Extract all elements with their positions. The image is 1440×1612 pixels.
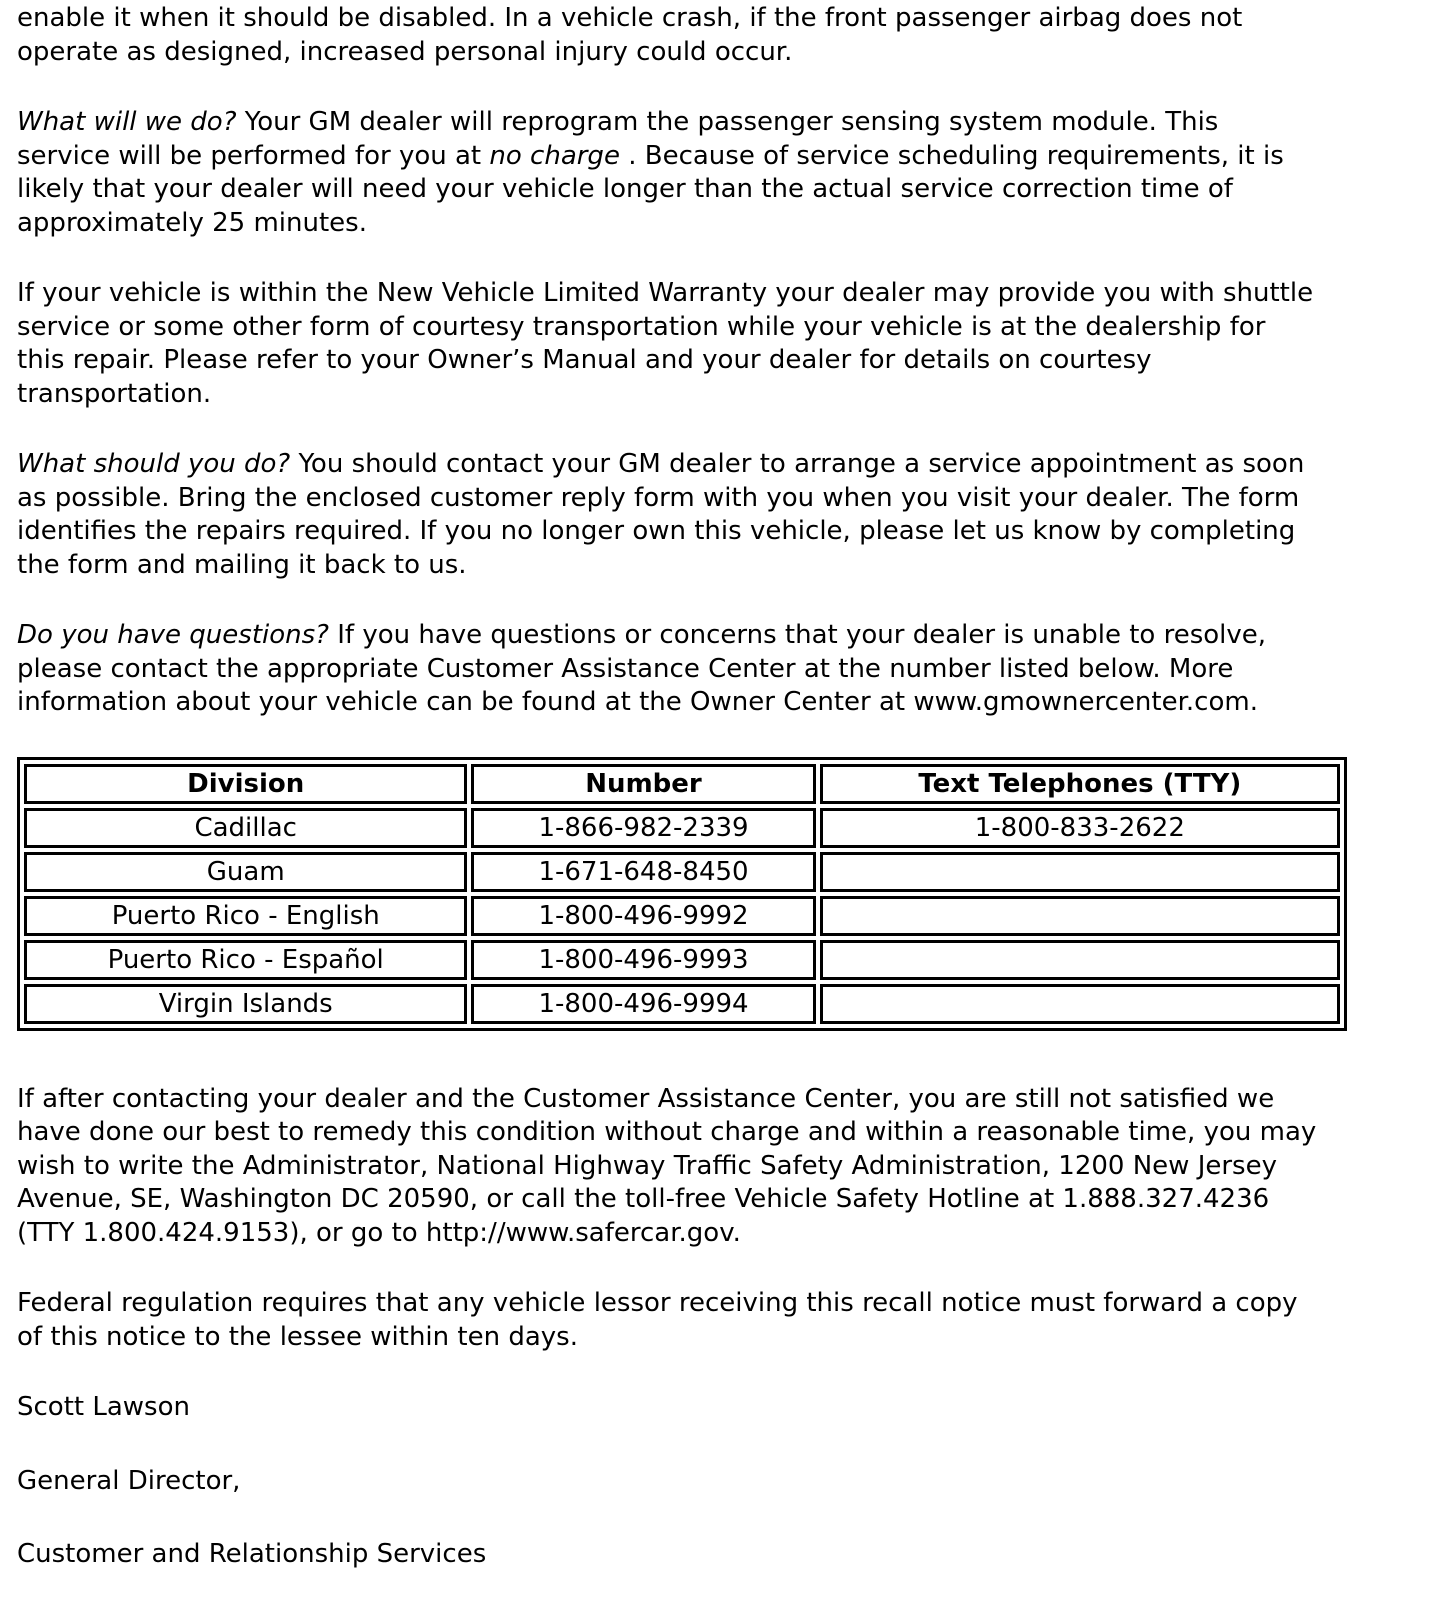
signature-name: Scott Lawson [17,1392,190,1422]
emphasis-no-charge: no charge [489,140,620,171]
section-lead: What will we do? [17,107,237,137]
recall-letter-page [17,2,1427,1612]
table-row [24,940,1340,980]
number-cell: 1-800-496-9994 [471,984,815,1024]
text-line [17,448,1427,482]
text-line: likely that your dealer will need your vehicle longer than the actual service correction time of [17,174,1233,204]
table-row [24,808,1340,848]
text-run: You should contact your GM dealer to arrange a service appointment as soon [290,449,1305,479]
intro-paragraph [17,2,1427,69]
header-tty: Text Telephones (TTY) [820,764,1340,804]
number-cell: 1-800-496-9992 [471,896,815,936]
division-cell: Guam [24,852,467,892]
section-lead: Do you have questions? [17,620,329,650]
text-line: enable it when it should be disabled. In a vehicle crash, if the front passenger airbag does not [17,3,1243,33]
text-run: Your GM dealer will reprogram the passenger sensing system module. This [236,107,1219,137]
header-division: Division [24,764,467,804]
text-run: If you have questions or concerns that your dealer is unable to resolve, [328,620,1267,650]
lessor-paragraph [17,1287,1427,1354]
division-cell: Puerto Rico - English [24,896,467,936]
what-will-we-do-paragraph [17,106,1427,240]
table-header-row [24,764,1340,804]
tty-cell [820,984,1340,1024]
number-cell: 1-800-496-9993 [471,940,815,980]
text-line: service or some other form of courtesy transportation while your vehicle is at the dealership for [17,311,1266,342]
division-cell: Puerto Rico - Español [24,940,467,980]
text-run: service will be performed for you at [17,140,490,171]
text-line: wish to write the Administrator, National Highway Traffic Safety Administration, 1200 New Jersey [17,1150,1277,1181]
tty-cell [820,852,1340,892]
text-line: Federal regulation requires that any vehicle lessor receiving this recall notice must forward a copy [17,1288,1298,1318]
table-row [24,896,1340,936]
text-line: please contact the appropriate Customer Assistance Center at the number listed below. More [17,653,1234,684]
text-line: operate as designed, increased personal injury could occur. [17,36,793,67]
text-line: Avenue, SE, Washington DC 20590, or call the toll-free Vehicle Safety Hotline at 1.888.327.4236 [17,1184,1270,1214]
signature-department: Customer and Relationship Services [17,1539,487,1569]
number-cell: 1-671-648-8450 [471,852,815,892]
table-row [24,984,1340,1024]
division-cell: Cadillac [24,808,467,848]
table-row [24,852,1340,892]
tty-cell [820,896,1340,936]
text-line: the form and mailing it back to us. [17,549,467,580]
text-run: . Because of service scheduling requirements, it is [619,140,1284,171]
text-line: of this notice to the lessee within ten days. [17,1321,578,1352]
text-line: transportation. [17,378,212,409]
tty-cell: 1-800-833-2622 [820,808,1340,848]
text-line: have done our best to remedy this condition without charge and within a reasonable time, you may [17,1117,1317,1147]
text-line [17,106,1427,140]
text-line: approximately 25 minutes. [17,207,367,238]
section-lead: What should you do? [17,449,291,479]
text-line: If your vehicle is within the New Vehicle Limited Warranty your dealer may provide you with shuttle [17,278,1314,308]
signature-title: General Director, [17,1465,241,1496]
customer-assistance-table [17,757,1347,1031]
header-number: Number [471,764,815,804]
tty-cell [820,940,1340,980]
text-line [17,619,1427,653]
text-line: (TTY 1.800.424.9153), or go to http://www.safercar.gov. [17,1217,741,1248]
text-line: this repair. Please refer to your Owner’s Manual and your dealer for details on courtesy [17,345,1152,375]
warranty-paragraph [17,277,1427,411]
number-cell: 1-866-982-2339 [471,808,815,848]
text-line: identifies the repairs required. If you no longer own this vehicle, please let us know by completing [17,516,1296,546]
text-line: as possible. Bring the enclosed customer reply form with you when you visit your dealer. The form [17,482,1300,513]
questions-paragraph [17,619,1427,720]
text-line: information about your vehicle can be found at the Owner Center at www.gmownercenter.com. [17,687,1258,717]
division-cell: Virgin Islands [24,984,467,1024]
text-line [17,140,1427,174]
nhtsa-paragraph [17,1083,1427,1251]
what-should-you-do-paragraph [17,448,1427,582]
text-line: If after contacting your dealer and the Customer Assistance Center, you are still not satisfied we [17,1083,1275,1114]
